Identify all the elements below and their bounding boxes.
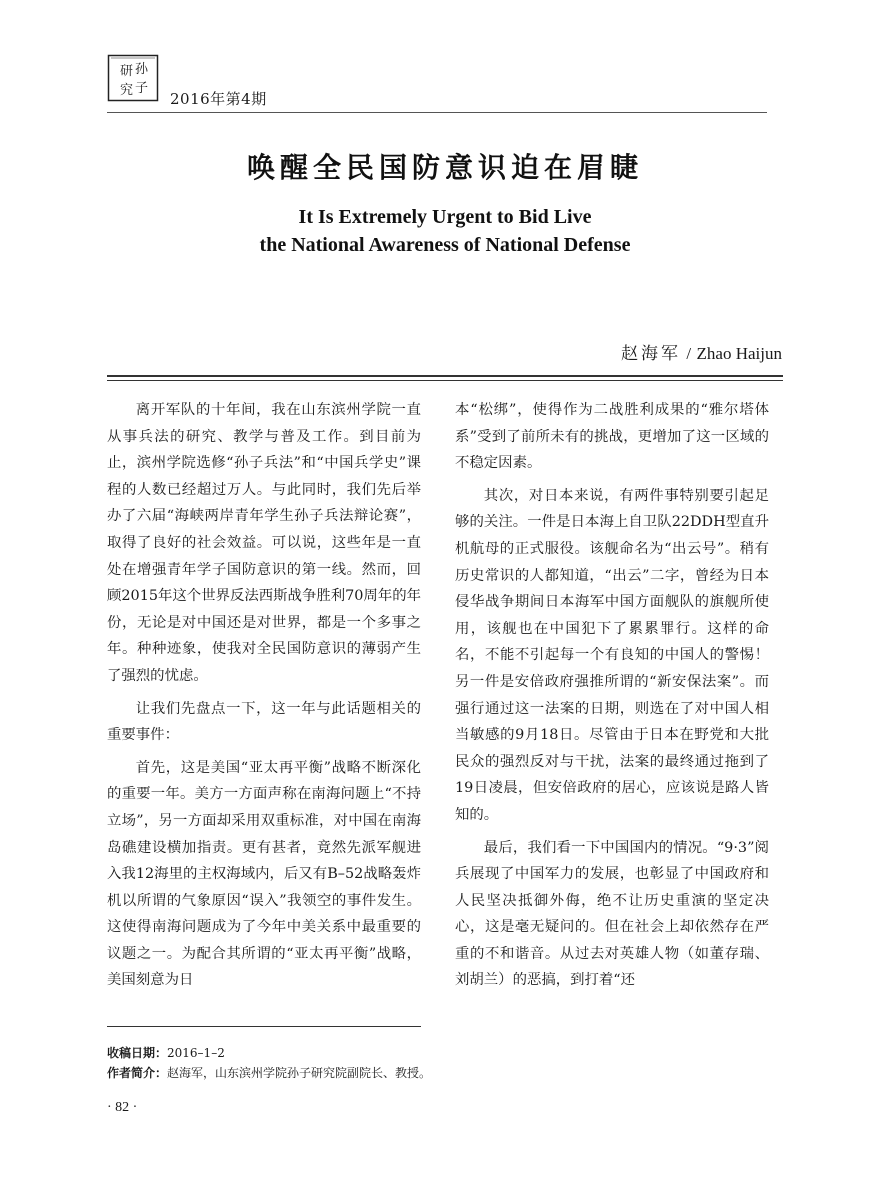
paragraph: 其次，对日本来说，有两件事特别要引起足够的关注。一件是日本海上自卫队22DDH型直升机航母的正式服役。该舰命名为“出云号”。稍有历史常识的人都知道，“出云”二字，曾经为日本侵华战争期间日本海军中国方面舰队的旗舰所使用，该舰也在中国犯下了累累罪行。这样的命名，不能不引起每一个有良知的中国人的警惕！另一件是安倍政府强推所谓的“新安保法案”。而强行通过这一法案的日期，则选在了对中国人相当敏感的9月18日。尽管由于日本在野党和大批民众的强烈反对与干扰，法案的最终通过拖到了19日凌晨，但安倍政府的居心，应该说是路人皆知的。 bbox=[455, 487, 769, 823]
footnote-received-label: 收稿日期： bbox=[107, 1046, 168, 1060]
body-column-right bbox=[455, 397, 769, 1000]
journal-logo bbox=[107, 54, 159, 102]
author-divider-thick bbox=[107, 375, 783, 377]
paragraph-continued: 本“松绑”，使得作为二战胜利成果的“雅尔塔体系”受到了前所未有的挑战，更增加了这一区域的不稳定因素。 bbox=[455, 402, 769, 472]
article-title-cn: 唤醒全民国防意识迫在眉睫 bbox=[246, 151, 643, 184]
author-separator: / bbox=[686, 344, 692, 363]
paragraph: 让我们先盘点一下，这一年与此话题相关的重要事件： bbox=[107, 700, 421, 744]
journal-logo-seal bbox=[107, 54, 159, 102]
header-divider bbox=[107, 112, 767, 113]
paragraph: 最后，我们看一下中国国内的情况。“9·3”阅兵展现了中国军力的发展，也彰显了中国政府和人民坚决抵御外侮，绝不让历史重演的坚定决心，这是毫无疑问的。但在社会上却依然存在严重的不和谐音。从过去对英雄人物（如董存瑞、刘胡兰）的恶搞，到打着“还 bbox=[455, 839, 769, 989]
footnote-received-value: 2016–1–2 bbox=[167, 1046, 225, 1060]
page-number: · 82 · bbox=[107, 1100, 138, 1115]
author-name-en: Zhao Haijun bbox=[696, 344, 782, 363]
paragraph: 离开军队的十年间，我在山东滨州学院一直从事兵法的研究、教学与普及工作。到目前为止，滨州学院选修“孙子兵法”和“中国兵学史”课程的人数已经超过万人。与此同时，我们先后举办了六届“海峡两岸青年学生孙子兵法辩论赛”，取得了良好的社会效益。可以说，这些年是一直处在增强青年学子国防意识的第一线。然而，回顾2015年这个世界反法西斯战争胜利70周年的年份，无论是对中国还是对世界，都是一个多事之年。种种迹象，使我对全民国防意识的薄弱产生了强烈的忧虑。 bbox=[107, 402, 421, 684]
body-column-left bbox=[107, 397, 421, 1000]
svg-text:研: 研 bbox=[119, 64, 133, 79]
svg-text:孙: 孙 bbox=[135, 62, 149, 77]
article-title-en bbox=[0, 203, 890, 259]
author-name-cn: 赵海军 bbox=[621, 344, 681, 364]
author-line bbox=[621, 339, 782, 364]
footnote-author bbox=[107, 1064, 431, 1082]
issue-label: 2016年第4期 bbox=[170, 90, 267, 108]
svg-text:究: 究 bbox=[119, 83, 133, 98]
footnote-author-value: 赵海军，山东滨州学院孙子研究院副院长、教授。 bbox=[167, 1066, 432, 1080]
footnote-received bbox=[107, 1044, 225, 1062]
article-title-en-line1: It Is Extremely Urgent to Bid Live bbox=[298, 206, 592, 228]
paragraph: 首先，这是美国“亚太再平衡”战略不断深化的重要一年。美方一方面声称在南海问题上“不持立场”，另一方面却采用双重标准，对中国在南海岛礁建设横加指责。更有甚者，竟然先派军舰进入我12海里的主权海域内，后又有B–52战略轰炸机以所谓的气象原因“误入”我领空的事件发生。这使得南海问题成为了今年中美关系中最重要的议题之一。为配合其所谓的“亚太再平衡”战略，美国刻意为日 bbox=[107, 759, 421, 989]
footnote-author-label: 作者简介： bbox=[107, 1066, 168, 1080]
article-title-en-line2: the National Awareness of National Defense bbox=[259, 234, 631, 256]
svg-text:子: 子 bbox=[135, 81, 149, 96]
footnote-divider bbox=[107, 1026, 421, 1027]
author-divider-thin bbox=[107, 380, 783, 381]
